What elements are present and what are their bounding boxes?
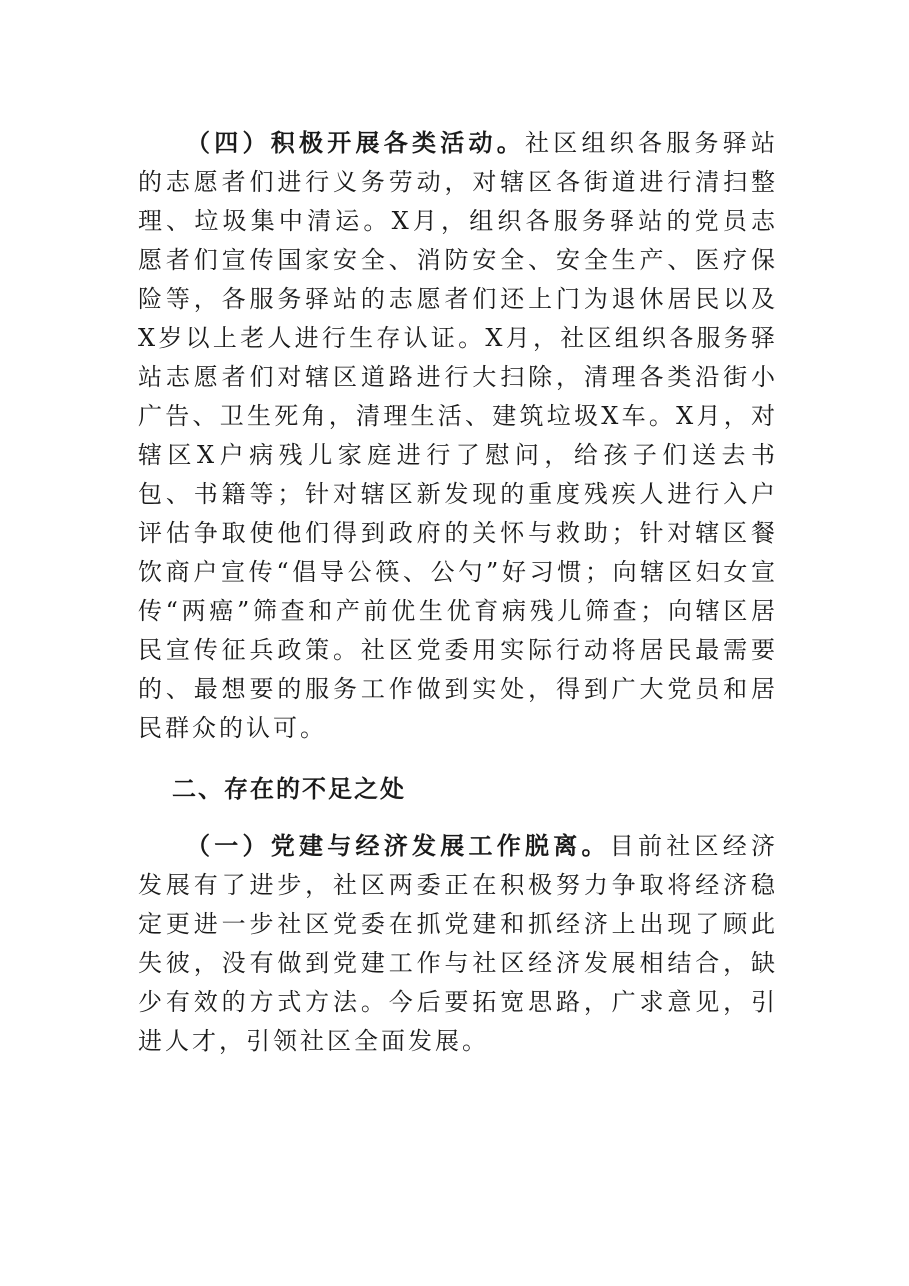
section-heading-shortcomings: 二、存在的不足之处 [172, 775, 406, 803]
paragraph-lead-party-economy: （一）党建与经济发展工作脱离。 [186, 832, 610, 860]
document-body [138, 124, 778, 1061]
paragraph-lead-activities: （四）积极开展各类活动。 [186, 129, 525, 157]
paragraph-party-economy [138, 827, 778, 1061]
paragraph-activities [138, 124, 778, 748]
paragraph-text-activities: 社区组织各服务驿站的志愿者们进行义务劳动，对辖区各街道进行清扫整理、垃圾集中清运。X月，组织各服务驿站的党员志愿者们宣传国家安全、消防安全、安全生产、医疗保险等，各服务驿站的志愿者们还上门为退休居民以及X岁以上老人进行生存认证。X月，社区组织各服务驿站志愿者们对辖区道路进行大扫除，清理各类沿街小广告、卫生死角，清理生活、建筑垃圾X车。X月，对辖区X户病残儿家庭进行了慰问，给孩子们送去书包、书籍等；针对辖区新发现的重度残疾人进行入户评估争取使他们得到政府的关怀与救助；针对辖区餐饮商户宣传“倡导公筷、公勺”好习惯；向辖区妇女宣传“两癌”筛查和产前优生优育病残儿筛查；向辖区居民宣传征兵政策。社区党委用实际行动将居民最需要的、最想要的服务工作做到实处，得到广大党员和居民群众的认可。 [138, 129, 778, 742]
paragraph-text-party-economy: 目前社区经济发展有了进步，社区两委正在积极努力争取将经济稳定更进一步社区党委在抓党建和抓经济上出现了顾此失彼，没有做到党建工作与社区经济发展相结合，缺少有效的方式方法。今后要拓宽思路，广求意见，引进人才，引领社区全面发展。 [138, 832, 778, 1055]
